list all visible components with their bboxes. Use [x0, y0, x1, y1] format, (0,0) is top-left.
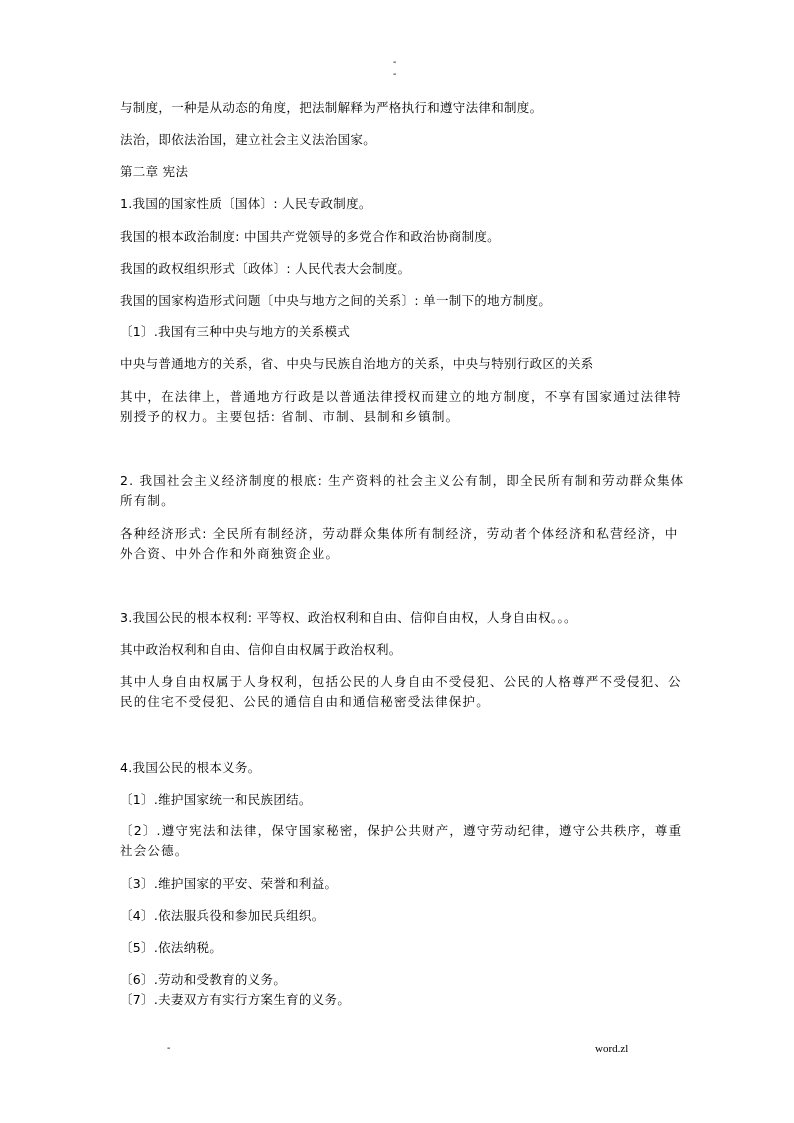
- paragraph-line: 4.我国公民的根本义务。: [120, 760, 261, 775]
- list-item: 〔6〕.劳动和受教育的义务。: [120, 972, 287, 987]
- list-item: 〔1〕.维护国家统一和民族团结。: [120, 792, 312, 807]
- paragraph: 其中，在法律上，普通地方行政是以普通法律授权而建立的地方制度，不享有国家通过法律特别授予的权力。主要包括: 省制、市制、县制和乡镇制。: [120, 389, 682, 424]
- footer-text: word.zl: [595, 1043, 629, 1055]
- paragraph: 2. 我国社会主义经济制度的根底: 生产资料的社会主义公有制，即全民所有制和劳动群众集体所有制。: [120, 473, 685, 508]
- list-item: 〔7〕.夫妻双方有实行方案生育的义务。: [120, 992, 351, 1007]
- paragraph-line: 3.我国公民的根本权利: 平等权、政治权利和自由、信仰自由权，人身自由权。。。: [120, 610, 577, 625]
- paragraph: 其中人身自由权属于人身权利，包括公民的人身自由不受侵犯、公民的人格尊严不受侵犯、公民的住宅不受侵犯、公民的通信自由和通信秘密受法律保护。: [120, 674, 682, 709]
- paragraph-line: 我国的根本政治制度: 中国共产党领导的多党合作和政治协商制度。: [120, 229, 500, 244]
- paragraph-line: 中央与普通地方的关系，省、中央与民族自治地方的关系，中央与特别行政区的关系: [120, 356, 594, 371]
- chapter-heading: 第二章 宪法: [120, 164, 189, 179]
- list-item: 〔3〕.维护国家的平安、荣誉和利益。: [120, 876, 338, 891]
- header-mark-bottom: -: [393, 69, 397, 80]
- paragraph-line: 其中政治权利和自由、信仰自由权属于政治权利。: [120, 642, 402, 657]
- paragraph-line: 我国的政权组织形式〔政体〕: 人民代表大会制度。: [120, 261, 411, 276]
- paragraph-line: 法治，即依法治国，建立社会主义法治国家。: [120, 132, 377, 147]
- list-item: 〔5〕.依法纳税。: [120, 940, 223, 955]
- paragraph-line: 与制度，一种是从动态的角度，把法制解释为严格执行和遵守法律和制度。: [120, 100, 543, 115]
- paragraph-line: 我国的国家构造形式问题〔中央与地方之间的关系〕: 单一制下的地方制度。: [120, 293, 552, 308]
- paragraph: 各种经济形式: 全民所有制经济，劳动群众集体所有制经济，劳动者个体经济和私营经济，中外合资、中外合作和外商独资企业。: [120, 526, 679, 561]
- footer-mark: -: [167, 1043, 171, 1054]
- list-item: 〔4〕.依法服兵役和参加民兵组织。: [120, 908, 325, 923]
- list-item: 〔2〕.遵守宪法和法律，保守国家秘密，保护公共财产，遵守劳动纪律，遵守公共秩序，尊重社会公德。: [120, 823, 683, 858]
- paragraph-line: 1.我国的国家性质〔国体〕: 人民专政制度。: [120, 196, 372, 211]
- list-item: 〔1〕.我国有三种中央与地方的关系模式: [120, 324, 351, 339]
- header-mark-top: -: [393, 57, 397, 68]
